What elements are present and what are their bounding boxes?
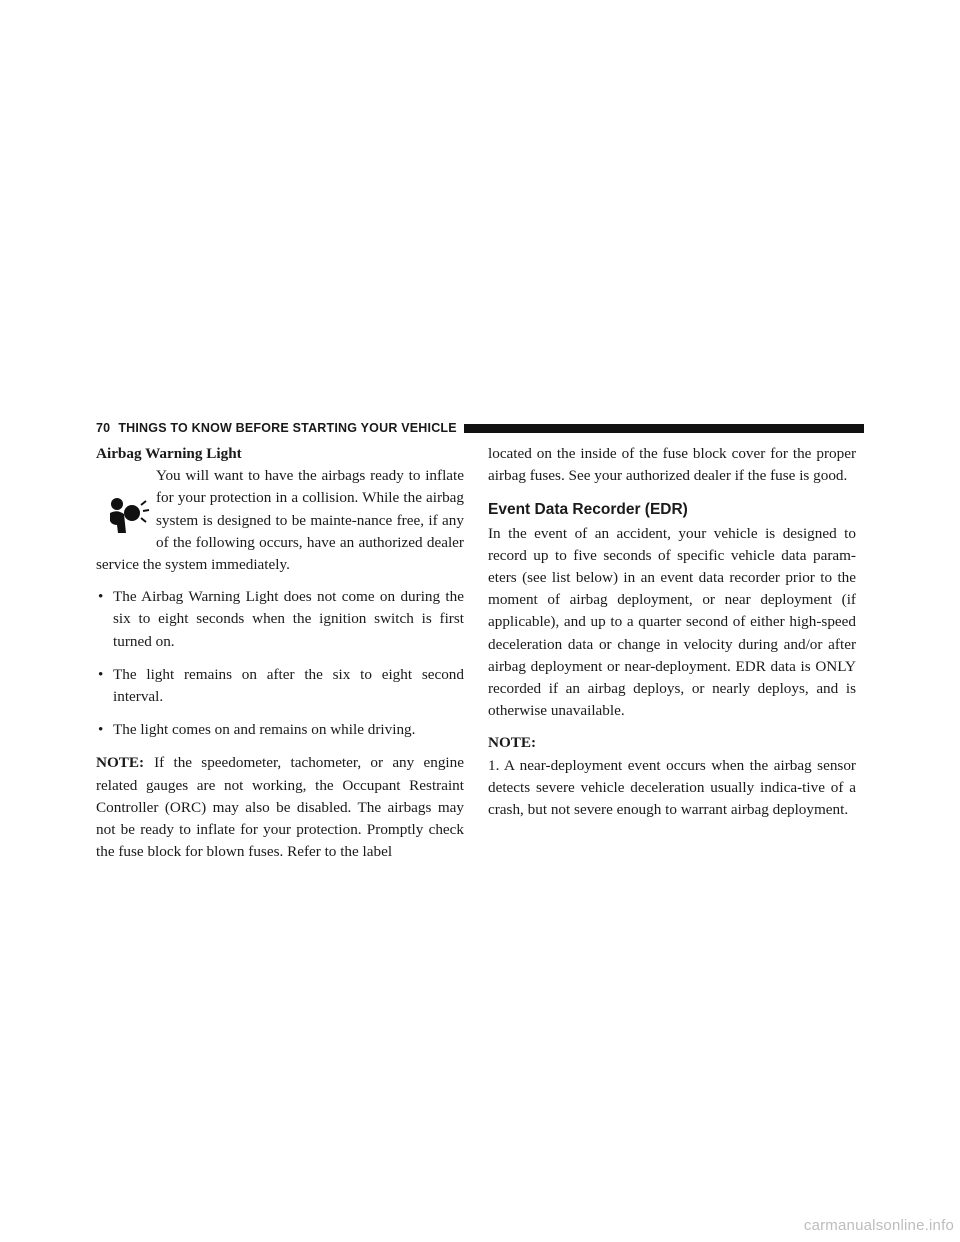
edr-note-text: 1. A near-deployment event occurs when the airbag sensor detects severe vehicle deceleration usually indica-tive of a crash, but not severe enough to warrant airbag deployment. [488,756,856,819]
airbag-conditions-list [96,586,464,741]
airbag-note [96,752,464,863]
list-item: • The light remains on after the six to eight second interval. [98,665,464,706]
page-number: 70 [96,421,111,435]
edr-text: In the event of an accident, your vehicle is designed to record up to five seconds of specific vehicle data param-eters (see list below) in an event data recorder prior to the moment of airbag deployment, or near deployment (if applicable), and up to a quarter second of either high-speed deceleration data or change in velocity during and/or after airbag deployment or near-deployment. EDR data is ONLY recorded if an airbag deploys, or nearly deploys, and is otherwise unavailable. [488,524,856,720]
edr-heading: Event Data Recorder (EDR) [488,501,688,519]
list-item: • The Airbag Warning Light does not come on during the six to eight seconds when the ignition switch is first turned on. [98,588,464,650]
running-title: THINGS TO KNOW BEFORE STARTING YOUR VEHICLE [118,421,457,435]
list-item: • The light comes on and remains on while driving. [98,721,416,739]
airbag-intro-text: You will want to have the airbags ready to inflate for your protection in a collision. While the airbag system is designed to be mainte-nance free, if any of the following occurs, have an authorized dealer service the system immediately. [96,467,464,574]
continued-text: located on the inside of the fuse block cover for the proper airbag fuses. See your authorized dealer if the fuse is good. [488,445,856,485]
note-label: NOTE: [96,754,145,772]
airbag-warning-icon [96,465,156,553]
page-header [96,418,864,438]
edr-note-label: NOTE: [488,734,537,752]
note-text: If the speedometer, tachometer, or any engine related gauges are not working, the Occupant Restraint Controller (ORC) may also be disabled. The airbags may not be ready to inflate for your protection. Promptly check the fuse block for blown fuses. Refer to the label [96,754,464,861]
left-column [96,443,464,863]
watermark: carmanualsonline.info [803,1217,954,1234]
right-column [488,443,856,821]
airbag-warning-heading: Airbag Warning Light [96,445,242,462]
header-rule [464,424,864,433]
